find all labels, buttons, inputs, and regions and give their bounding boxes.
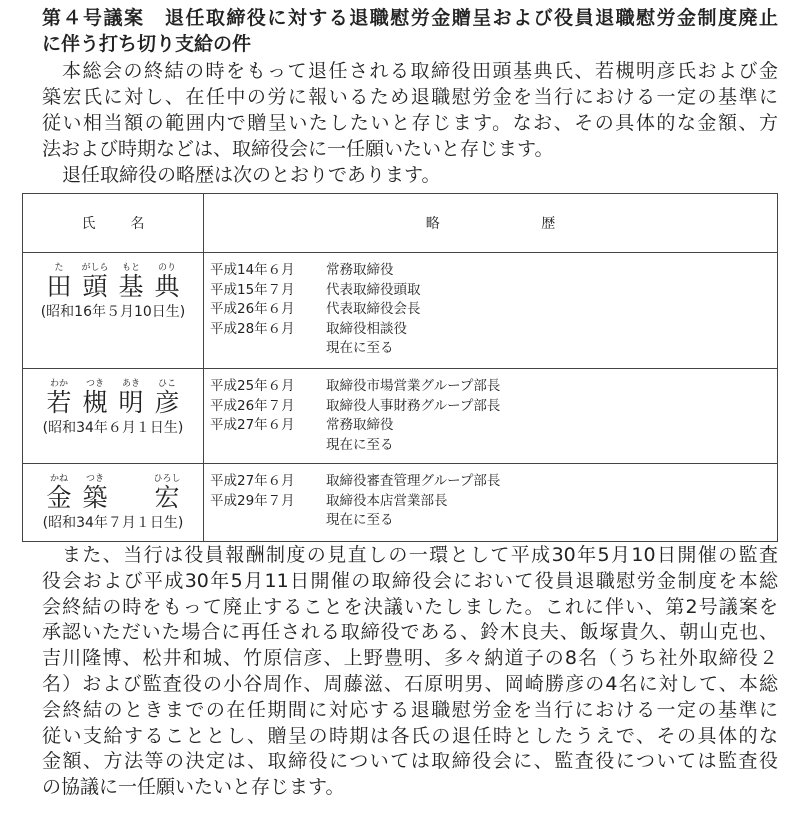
text-line: 承認いただいた場合に再任される取締役である、鈴木良夫、飯塚貴久、朝山克也、 [42, 621, 778, 644]
history-date: 平成29年７月 [210, 492, 295, 509]
history-position: 常務取締役 [326, 417, 394, 433]
name-char: 築 [82, 483, 108, 512]
history-date: 平成28年６月 [210, 320, 295, 337]
text-line: 会終結の時をもって廃止することを決議いたしました。これに伴い、第2号議案を [42, 595, 778, 618]
text-line: 役会および平成30年5月11日開催の取締役会において役員退職慰労金制度を本総 [42, 569, 778, 592]
text-line: 金額、方法等の決定は、取締役については取締役会に、監査役については監査役 [42, 750, 778, 773]
history-entry [210, 300, 771, 320]
text-line: 本総会の終結の時をもって退任される取締役田頭基典氏、若槻明彦氏および金 [62, 60, 778, 82]
furigana: わか [49, 379, 68, 389]
history-entry [210, 397, 771, 417]
history-entry [210, 261, 771, 281]
table-row [23, 369, 778, 464]
history-entry [210, 281, 771, 301]
history-cell [204, 253, 778, 369]
history-cell [204, 464, 778, 542]
name-char: 田 [46, 272, 72, 301]
history-date: 平成26年７月 [210, 397, 295, 414]
title-line: 第４号議案 退任取締役に対する退職慰労金贈呈および役員退職慰労金制度廃止 [42, 7, 778, 29]
history-date [210, 511, 326, 531]
text-line: 会終結のときまでの在任期間に対応する退職慰労金を当行における一定の基準に [42, 698, 778, 721]
history-position: 現在に至る [326, 340, 394, 356]
furigana: つき [85, 474, 104, 484]
table-row [23, 464, 778, 542]
text-line: 名）および監査役の小谷周作、周藤滋、石原明男、岡崎勝彦の4名に対して、本総 [42, 673, 778, 695]
history-position: 取締役市場営業グループ部長 [326, 378, 501, 394]
name-char: 頭 [82, 272, 108, 301]
history-date: 平成15年７月 [210, 281, 295, 298]
header-text: 略 [425, 216, 440, 232]
birth-date: (昭和34年６月１日生) [42, 420, 184, 436]
header-text: 歴 [541, 216, 556, 232]
furigana: かね [49, 474, 68, 484]
header-text: 氏 [81, 216, 96, 232]
history-entry [210, 320, 771, 340]
history-entry [210, 492, 771, 512]
furigana: ひろし [153, 474, 181, 484]
name-char: 槻 [82, 388, 108, 417]
career-table [22, 193, 778, 542]
header-history [204, 194, 778, 253]
furigana: のり [157, 263, 176, 273]
name-char: 明 [118, 388, 144, 417]
text-line: 築宏氏に対し、在任中の労に報いるため退職慰労金を当行における一定の基準に [42, 86, 778, 108]
text-line: 退任取締役の略歴は次のとおりであります。 [62, 164, 441, 186]
text-line: 従い相当額の範囲内で贈呈いたしたいと存じます。なお、その具体的な金額、方 [42, 112, 778, 134]
text-line: また、当行は役員報酬制度の見直しの一環として平成30年5月10日開催の監査 [62, 544, 778, 566]
name-cell [23, 369, 204, 464]
history-date: 平成25年６月 [210, 378, 295, 394]
name-char: 金 [46, 483, 72, 512]
title-line: に伴う打ち切り支給の件 [42, 33, 252, 55]
header-text: 名 [130, 216, 145, 232]
history-position: 常務取締役 [326, 262, 394, 278]
name-char: 典 [154, 272, 180, 301]
history-date: 平成14年６月 [210, 262, 295, 278]
header-name [23, 194, 204, 253]
history-position: 代表取締役頭取 [326, 281, 421, 298]
history-date [210, 436, 326, 456]
history-entry [210, 436, 771, 456]
furigana: がしら [81, 263, 109, 273]
history-position: 現在に至る [326, 436, 394, 453]
history-position: 代表取締役会長 [326, 301, 421, 317]
furigana: た [54, 263, 64, 273]
furigana: ひこ [157, 379, 176, 389]
name-cell [23, 253, 204, 369]
text-line: の協議に一任願いたいと存じます。 [42, 776, 345, 799]
name-char: 基 [118, 272, 144, 301]
table-header-row [23, 194, 778, 253]
furigana: もと [121, 263, 140, 273]
history-date: 平成27年６月 [210, 417, 295, 433]
text-line: 吉川隆博、松井和城、竹原信彦、上野豊明、多々納道子の8名（うち社外取締役２ [42, 647, 778, 670]
history-entry [210, 339, 771, 359]
name-char: 彦 [154, 388, 180, 417]
furigana [116, 474, 146, 484]
history-position: 取締役審査管理グループ部長 [326, 473, 501, 489]
history-date: 平成27年６月 [210, 473, 295, 489]
furigana: あき [121, 379, 140, 389]
history-position: 取締役本店営業部長 [326, 492, 448, 509]
birth-date: (昭和34年７月１日生) [42, 515, 184, 531]
table-row [23, 253, 778, 369]
history-entry [210, 377, 771, 397]
furigana: つき [85, 379, 104, 389]
text-line: 従い支給することとし、贈呈の時期は各氏の退任時としたうえで、その具体的な [42, 724, 778, 747]
text-line: 法および時期などは、取締役会に一任願いたいと存じます。 [42, 138, 554, 160]
history-position: 取締役人事財務グループ部長 [326, 397, 501, 414]
history-position: 取締役相談役 [326, 320, 407, 337]
name-char: 若 [46, 388, 72, 417]
history-entry [210, 416, 771, 436]
history-date: 平成26年６月 [210, 301, 295, 317]
name-cell [23, 464, 204, 542]
history-cell [204, 369, 778, 464]
history-position: 現在に至る [326, 512, 394, 528]
birth-date: (昭和16年５月10日生) [40, 304, 186, 320]
history-entry [210, 472, 771, 492]
history-entry [210, 511, 771, 531]
history-date [210, 339, 326, 359]
name-char [116, 484, 146, 512]
name-char: 宏 [154, 483, 180, 512]
